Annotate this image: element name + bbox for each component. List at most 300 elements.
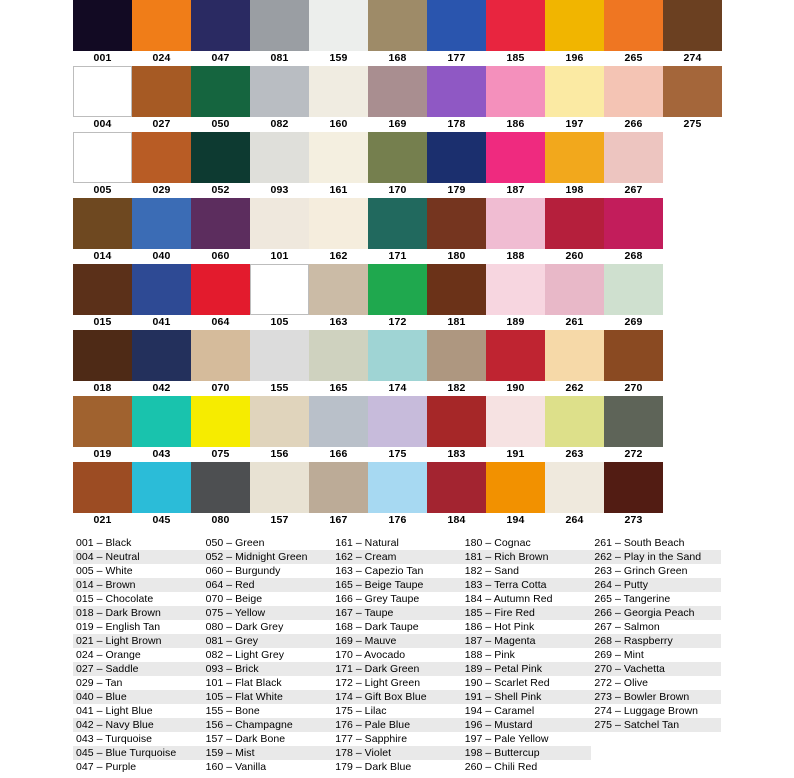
legend-item: 188 – Pink: [464, 649, 515, 661]
swatch-code-label: [663, 315, 722, 329]
swatch-code-label: 261: [565, 316, 584, 328]
swatch-chip[interactable]: [73, 132, 132, 183]
swatch-cell[interactable]: [486, 330, 545, 396]
swatch-chip[interactable]: [132, 264, 191, 315]
swatch-code-label: 163: [329, 316, 348, 328]
swatch-code-label: 029: [152, 184, 171, 196]
swatch-cell[interactable]: [427, 66, 486, 132]
swatch-chip[interactable]: [486, 0, 545, 51]
swatch-cell[interactable]: [604, 198, 663, 264]
legend-item: 174 – Gift Box Blue: [332, 690, 462, 704]
swatch-code-label: 172: [388, 316, 407, 328]
swatch-cell[interactable]: [486, 132, 545, 198]
swatch-chip[interactable]: [309, 132, 368, 183]
swatch-chip[interactable]: [73, 198, 132, 249]
swatch-chip-empty: [663, 198, 722, 249]
swatch-chip[interactable]: [132, 462, 191, 513]
swatch-chip[interactable]: [191, 132, 250, 183]
legend-item: 043 – Turquoise: [76, 733, 153, 745]
swatch-cell[interactable]: [132, 330, 191, 396]
swatch-code-label: 014: [93, 250, 112, 262]
swatch-chip[interactable]: [604, 132, 663, 183]
swatch-cell[interactable]: [132, 198, 191, 264]
swatch-chip[interactable]: [191, 198, 250, 249]
legend-item: 064 – Red: [203, 578, 333, 592]
swatch-cell[interactable]: [545, 330, 604, 396]
swatch-cell[interactable]: [427, 396, 486, 462]
swatch-cell[interactable]: [250, 132, 309, 198]
swatch-chip[interactable]: [545, 66, 604, 117]
legend-item: 187 – Magenta: [462, 634, 592, 648]
swatch-cell[interactable]: [73, 330, 132, 396]
swatch-chip[interactable]: [486, 330, 545, 381]
swatch-cell[interactable]: [427, 330, 486, 396]
swatch-code-label: 166: [329, 448, 348, 460]
legend-item: 185 – Fire Red: [462, 606, 592, 620]
legend-item: 180 – Cognac: [464, 537, 531, 549]
swatch-code-label: 041: [152, 316, 171, 328]
swatch-code-label: 005: [93, 184, 112, 196]
swatch-chip[interactable]: [132, 330, 191, 381]
swatch-code-label: 168: [388, 52, 407, 64]
legend-item: 070 – Beige: [205, 593, 263, 605]
swatch-chip[interactable]: [368, 132, 427, 183]
swatch-code-label: 265: [624, 52, 643, 64]
swatch-chip[interactable]: [368, 66, 427, 117]
swatch-chip[interactable]: [427, 462, 486, 513]
swatch-chip[interactable]: [368, 198, 427, 249]
swatch-code-label: [663, 381, 722, 395]
swatch-cell[interactable]: [191, 0, 250, 66]
swatch-cell[interactable]: [663, 66, 722, 132]
legend-item: 029 – Tan: [76, 677, 123, 689]
swatch-chip[interactable]: [427, 264, 486, 315]
swatch-chip[interactable]: [309, 0, 368, 51]
swatch-code-label: 177: [447, 52, 466, 64]
legend-item: 266 – Georgia Peach: [591, 606, 721, 620]
swatch-cell-empty: [663, 330, 722, 396]
swatch-chip-empty: [663, 396, 722, 447]
swatch-code-label: 190: [506, 382, 525, 394]
legend-item: 267 – Salmon: [594, 621, 660, 633]
swatch-chip[interactable]: [191, 330, 250, 381]
swatch-cell[interactable]: [368, 462, 427, 528]
swatch-chip[interactable]: [486, 396, 545, 447]
swatch-chip[interactable]: [250, 132, 309, 183]
swatch-cell[interactable]: [73, 198, 132, 264]
swatch-chip[interactable]: [486, 132, 545, 183]
swatch-code-label: 181: [447, 316, 466, 328]
swatch-code-label: 170: [388, 184, 407, 196]
swatch-cell[interactable]: [73, 66, 132, 132]
swatch-chip[interactable]: [604, 0, 663, 51]
swatch-cell[interactable]: [73, 462, 132, 528]
swatch-code-label: 273: [624, 514, 643, 526]
swatch-code-label: 272: [624, 448, 643, 460]
swatch-cell-empty: [663, 198, 722, 264]
legend-item: 262 – Play in the Sand: [591, 550, 721, 564]
swatch-code-label: 157: [270, 514, 289, 526]
swatch-chip[interactable]: [604, 330, 663, 381]
swatch-cell[interactable]: [604, 66, 663, 132]
swatch-chip[interactable]: [309, 462, 368, 513]
swatch-code-label: 060: [211, 250, 230, 262]
swatch-chip[interactable]: [73, 0, 132, 51]
swatch-chip[interactable]: [132, 198, 191, 249]
swatch-chip[interactable]: [191, 0, 250, 51]
legend-item: 261 – South Beach: [594, 537, 685, 549]
swatch-cell[interactable]: [132, 66, 191, 132]
swatch-code-label: 171: [388, 250, 407, 262]
swatch-code-label: 174: [388, 382, 407, 394]
swatch-code-label: 263: [565, 448, 584, 460]
swatch-cell[interactable]: [486, 66, 545, 132]
swatch-code-label: 189: [506, 316, 525, 328]
legend-item: 015 – Chocolate: [76, 593, 154, 605]
swatch-cell[interactable]: [309, 0, 368, 66]
swatch-chip[interactable]: [663, 66, 722, 117]
swatch-cell[interactable]: [73, 0, 132, 66]
legend-item: 181 – Rich Brown: [462, 550, 592, 564]
legend-item: 182 – Sand: [464, 565, 519, 577]
swatch-cell[interactable]: [604, 330, 663, 396]
swatch-cell[interactable]: [486, 462, 545, 528]
legend-item: 024 – Orange: [76, 649, 141, 661]
swatch-chip[interactable]: [604, 264, 663, 315]
swatch-chip[interactable]: [250, 66, 309, 117]
swatch-cell[interactable]: [545, 396, 604, 462]
swatch-cell[interactable]: [132, 132, 191, 198]
swatch-code-label: 043: [152, 448, 171, 460]
swatch-chip[interactable]: [309, 66, 368, 117]
swatch-cell[interactable]: [250, 462, 309, 528]
swatch-cell[interactable]: [132, 462, 191, 528]
swatch-chip[interactable]: [545, 264, 604, 315]
legend-item: 272 – Olive: [594, 677, 649, 689]
swatch-cell[interactable]: [309, 330, 368, 396]
swatch-cell[interactable]: [73, 396, 132, 462]
swatch-cell[interactable]: [309, 66, 368, 132]
swatch-chip[interactable]: [545, 0, 604, 51]
legend-item: 198 – Buttercup: [462, 746, 592, 760]
swatch-cell[interactable]: [486, 396, 545, 462]
swatch-cell[interactable]: [427, 0, 486, 66]
swatch-code-label: 178: [447, 118, 466, 130]
swatch-chip[interactable]: [132, 396, 191, 447]
swatch-chip[interactable]: [427, 198, 486, 249]
legend-item: 014 – Brown: [73, 578, 203, 592]
legend-item: 196 – Mustard: [462, 718, 592, 732]
swatch-cell[interactable]: [73, 264, 132, 330]
legend-column: [591, 536, 721, 774]
swatch-code-label: 018: [93, 382, 112, 394]
swatch-code-label: 270: [624, 382, 643, 394]
swatch-code-label: 196: [565, 52, 584, 64]
swatch-cell[interactable]: [191, 264, 250, 330]
legend-item: 275 – Satchel Tan: [591, 718, 721, 732]
swatch-cell[interactable]: [132, 396, 191, 462]
swatch-code-label: 105: [270, 316, 289, 328]
legend-item: 176 – Pale Blue: [332, 718, 462, 732]
swatch-chip[interactable]: [486, 462, 545, 513]
color-legend: [73, 536, 721, 774]
swatch-cell[interactable]: [486, 198, 545, 264]
swatch-cell[interactable]: [486, 0, 545, 66]
swatch-chip[interactable]: [545, 198, 604, 249]
swatch-chip[interactable]: [250, 462, 309, 513]
swatch-cell[interactable]: [486, 264, 545, 330]
legend-item: 172 – Light Green: [335, 677, 421, 689]
swatch-cell[interactable]: [191, 66, 250, 132]
swatch-code-label: 161: [329, 184, 348, 196]
swatch-cell[interactable]: [427, 132, 486, 198]
swatch-chip[interactable]: [604, 462, 663, 513]
swatch-code-label: 186: [506, 118, 525, 130]
swatch-code-label: 264: [565, 514, 584, 526]
swatch-chip[interactable]: [309, 396, 368, 447]
legend-item: 155 – Bone: [205, 705, 260, 717]
swatch-chip[interactable]: [250, 396, 309, 447]
swatch-code-label: 042: [152, 382, 171, 394]
legend-item: 047 – Purple: [76, 761, 137, 773]
legend-item: 183 – Terra Cotta: [462, 578, 592, 592]
legend-item: 167 – Taupe: [332, 606, 462, 620]
legend-item: 093 – Brick: [203, 662, 333, 676]
legend-item: 165 – Beige Taupe: [332, 578, 462, 592]
swatch-code-label: 274: [683, 52, 702, 64]
legend-item: 021 – Light Brown: [73, 634, 203, 648]
swatch-code-label: 001: [93, 52, 112, 64]
swatch-cell[interactable]: [191, 462, 250, 528]
legend-item: 178 – Violet: [332, 746, 462, 760]
swatch-cell[interactable]: [368, 66, 427, 132]
swatch-code-label: 052: [211, 184, 230, 196]
swatch-cell[interactable]: [191, 132, 250, 198]
legend-item: 171 – Dark Green: [332, 662, 462, 676]
swatch-chip[interactable]: [191, 66, 250, 117]
legend-item: 082 – Light Grey: [205, 649, 285, 661]
swatch-cell[interactable]: [427, 462, 486, 528]
swatch-code-label: 159: [329, 52, 348, 64]
legend-item: 162 – Cream: [332, 550, 462, 564]
swatch-chip[interactable]: [309, 198, 368, 249]
swatch-chip[interactable]: [545, 330, 604, 381]
swatch-code-label: 188: [506, 250, 525, 262]
swatch-chip[interactable]: [250, 0, 309, 51]
swatch-code-label: 075: [211, 448, 230, 460]
swatch-cell[interactable]: [73, 132, 132, 198]
swatch-cell[interactable]: [427, 198, 486, 264]
swatch-chip[interactable]: [604, 198, 663, 249]
swatch-cell[interactable]: [132, 0, 191, 66]
swatch-code-label: 081: [270, 52, 289, 64]
legend-item: 263 – Grinch Green: [594, 565, 688, 577]
swatch-cell[interactable]: [309, 132, 368, 198]
swatch-row: [73, 462, 721, 528]
swatch-chip-empty: [663, 462, 722, 513]
swatch-cell[interactable]: [545, 66, 604, 132]
swatch-chip[interactable]: [486, 198, 545, 249]
swatch-chip[interactable]: [250, 198, 309, 249]
swatch-chip[interactable]: [368, 0, 427, 51]
swatch-chip[interactable]: [427, 0, 486, 51]
swatch-chip[interactable]: [663, 0, 722, 51]
swatch-cell[interactable]: [427, 264, 486, 330]
swatch-code-label: [663, 447, 722, 461]
swatch-cell[interactable]: [309, 462, 368, 528]
swatch-code-label: 175: [388, 448, 407, 460]
swatch-cell[interactable]: [368, 198, 427, 264]
swatch-code-label: 093: [270, 184, 289, 196]
swatch-chip[interactable]: [250, 330, 309, 381]
swatch-cell[interactable]: [309, 396, 368, 462]
swatch-code-label: 266: [624, 118, 643, 130]
swatch-chip[interactable]: [427, 132, 486, 183]
legend-item: 160 – Vanilla: [205, 761, 267, 773]
swatch-chip[interactable]: [191, 396, 250, 447]
swatch-cell[interactable]: [368, 330, 427, 396]
swatch-cell[interactable]: [309, 264, 368, 330]
swatch-chip[interactable]: [427, 66, 486, 117]
swatch-code-label: 268: [624, 250, 643, 262]
legend-item: 265 – Tangerine: [594, 593, 671, 605]
swatch-code-label: 070: [211, 382, 230, 394]
legend-item: 197 – Pale Yellow: [464, 733, 549, 745]
legend-item: 163 – Capezio Tan: [335, 565, 424, 577]
swatch-cell[interactable]: [663, 0, 722, 66]
swatch-chip[interactable]: [368, 264, 427, 315]
swatch-chip[interactable]: [368, 462, 427, 513]
swatch-cell[interactable]: [250, 0, 309, 66]
swatch-code-label: 101: [270, 250, 289, 262]
swatch-chip[interactable]: [545, 396, 604, 447]
swatch-cell[interactable]: [191, 396, 250, 462]
swatch-chip[interactable]: [309, 264, 368, 315]
swatch-chip-empty: [663, 264, 722, 315]
swatch-cell[interactable]: [368, 264, 427, 330]
swatch-code-label: 267: [624, 184, 643, 196]
swatch-grid: [73, 0, 721, 528]
legend-item: 045 – Blue Turquoise: [73, 746, 203, 760]
swatch-cell[interactable]: [250, 198, 309, 264]
swatch-cell[interactable]: [604, 462, 663, 528]
legend-column: [73, 536, 203, 774]
legend-item: 161 – Natural: [335, 537, 399, 549]
legend-item: 081 – Grey: [203, 634, 333, 648]
swatch-chip[interactable]: [604, 66, 663, 117]
legend-item: 169 – Mauve: [332, 634, 462, 648]
swatch-code-label: 080: [211, 514, 230, 526]
swatch-cell[interactable]: [250, 330, 309, 396]
swatch-chip-empty: [663, 330, 722, 381]
swatch-code-label: 082: [270, 118, 289, 130]
swatch-chip[interactable]: [132, 132, 191, 183]
swatch-code-label: 155: [270, 382, 289, 394]
swatch-cell[interactable]: [604, 0, 663, 66]
swatch-cell[interactable]: [191, 198, 250, 264]
swatch-chip[interactable]: [132, 66, 191, 117]
legend-item: 268 – Raspberry: [591, 634, 721, 648]
legend-item: 050 – Green: [205, 537, 265, 549]
legend-item: 018 – Dark Brown: [73, 606, 203, 620]
swatch-chip[interactable]: [309, 330, 368, 381]
legend-column: [332, 536, 462, 774]
swatch-code-label: [663, 513, 722, 527]
swatch-cell[interactable]: [545, 264, 604, 330]
swatch-chip[interactable]: [73, 264, 132, 315]
swatch-code-label: 165: [329, 382, 348, 394]
swatch-chip[interactable]: [73, 396, 132, 447]
swatch-code-label: 064: [211, 316, 230, 328]
swatch-cell[interactable]: [368, 396, 427, 462]
legend-item: 191 – Shell Pink: [462, 690, 592, 704]
swatch-code-label: 262: [565, 382, 584, 394]
swatch-cell[interactable]: [545, 198, 604, 264]
swatch-cell[interactable]: [250, 396, 309, 462]
swatch-chip[interactable]: [191, 462, 250, 513]
swatch-chip[interactable]: [545, 462, 604, 513]
swatch-cell[interactable]: [132, 264, 191, 330]
swatch-chip[interactable]: [250, 264, 309, 315]
swatch-chip[interactable]: [73, 462, 132, 513]
swatch-code-label: 024: [152, 52, 171, 64]
swatch-cell[interactable]: [250, 264, 309, 330]
swatch-code-label: 050: [211, 118, 230, 130]
swatch-chip[interactable]: [545, 132, 604, 183]
swatch-chip[interactable]: [427, 396, 486, 447]
swatch-code-label: 162: [329, 250, 348, 262]
swatch-code-label: 185: [506, 52, 525, 64]
swatch-chip[interactable]: [73, 66, 132, 117]
legend-item: 175 – Lilac: [335, 705, 387, 717]
swatch-cell-empty: [663, 132, 722, 198]
legend-item: 194 – Caramel: [464, 705, 535, 717]
swatch-cell[interactable]: [250, 66, 309, 132]
swatch-code-label: 180: [447, 250, 466, 262]
swatch-chip[interactable]: [191, 264, 250, 315]
swatch-cell[interactable]: [545, 0, 604, 66]
swatch-cell[interactable]: [545, 462, 604, 528]
swatch-chip[interactable]: [486, 66, 545, 117]
swatch-code-label: 194: [506, 514, 525, 526]
swatch-chip[interactable]: [73, 330, 132, 381]
legend-item: 179 – Dark Blue: [335, 761, 412, 773]
legend-item: 260 – Chili Red: [464, 761, 538, 773]
swatch-cell[interactable]: [191, 330, 250, 396]
legend-item: 168 – Dark Taupe: [335, 621, 419, 633]
swatch-chip[interactable]: [604, 396, 663, 447]
swatch-cell[interactable]: [545, 132, 604, 198]
swatch-cell[interactable]: [604, 132, 663, 198]
swatch-chip[interactable]: [132, 0, 191, 51]
swatch-cell[interactable]: [604, 264, 663, 330]
swatch-cell[interactable]: [368, 0, 427, 66]
swatch-code-label: 160: [329, 118, 348, 130]
swatch-chip[interactable]: [368, 330, 427, 381]
swatch-chip[interactable]: [368, 396, 427, 447]
swatch-code-label: 027: [152, 118, 171, 130]
legend-item: 269 – Mint: [594, 649, 644, 661]
swatch-chip[interactable]: [486, 264, 545, 315]
swatch-code-label: 197: [565, 118, 584, 130]
swatch-cell[interactable]: [604, 396, 663, 462]
swatch-chip[interactable]: [427, 330, 486, 381]
swatch-row: [73, 66, 721, 132]
swatch-row: [73, 132, 721, 198]
swatch-cell[interactable]: [368, 132, 427, 198]
swatch-cell-empty: [663, 396, 722, 462]
swatch-cell[interactable]: [309, 198, 368, 264]
